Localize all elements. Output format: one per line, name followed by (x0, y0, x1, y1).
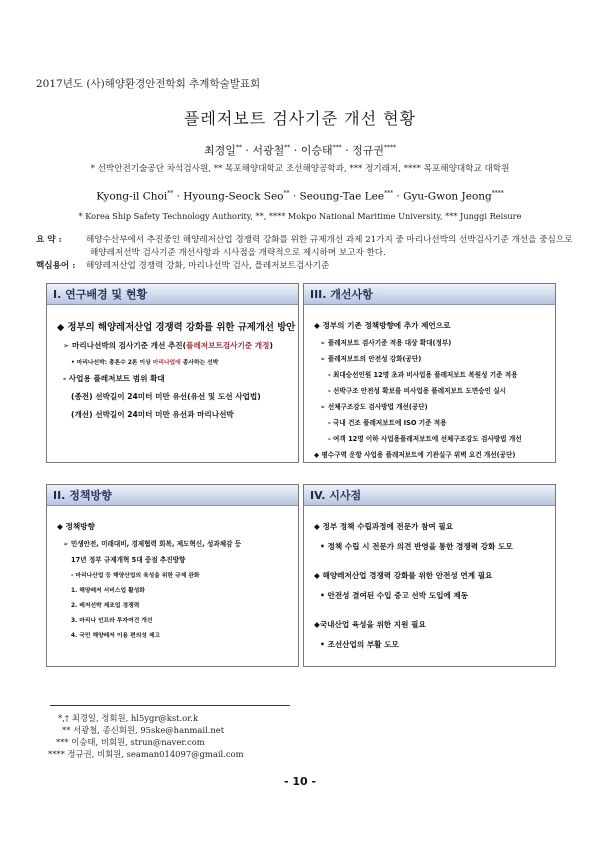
panel-implications-title: IV. 시사점 (304, 485, 555, 506)
paper-title: 플레저보트 검사기준 개선 현황 (183, 109, 417, 128)
panel2-line-5: - 선박구조 안전성 확보를 비사업용 플레저보트 도면승인 실시 (328, 387, 507, 395)
panel3-line-4: - 마리나산업 등 해양산업의 육성을 위한 규제 완화 (71, 573, 200, 579)
author-4: 정규권 (352, 144, 385, 157)
panel1-line-6: (개선) 선박길이 24미터 미만 유선과 마리나선박 (71, 410, 234, 419)
panel2-line-4: - 최대승선인원 12명 초과 비사업용 플레저보트 복원성 기준 적용 (328, 371, 518, 379)
panel1-line-1: ◆ 정부의 해양레저산업 경쟁력 강화를 위한 규제개선 방안 (57, 322, 296, 333)
panel-implications (303, 484, 556, 667)
panel2-line-7: - 국내 건조 플레저보트에 ISO 기준 적용 (328, 419, 447, 427)
keywords-label: 핵심용어 : (36, 261, 76, 271)
panel3-line-6: 2. 레저선박 제조업 경쟁력 (71, 603, 140, 609)
panel4-line-2: • 정책 수립 시 전문가 의견 반영을 통한 경쟁력 강화 도모 (320, 542, 513, 551)
keywords-text: 해양레저산업 경쟁력 강화, 마리나선박 검사, 플레저보트검사기준 (86, 261, 330, 271)
author-3: 이승태 (300, 144, 333, 157)
panel3-line-5: 1. 해양레저 서비스업 활성화 (71, 588, 145, 594)
author-en-2: Hyoung-Seock Seo (183, 190, 284, 203)
author-en-1: Kyong-il Choi (96, 190, 168, 203)
panel-research-background (46, 283, 299, 463)
panel3-line-3: 17년 정부 규제개혁 5대 중점 추진방향 (71, 556, 186, 564)
panel1-line-5: (종전) 선박길이 24미터 미만 유선(유선 및 도선 사업법) (71, 392, 261, 401)
panel2-line-1: ◆ 정부의 기존 정책방향에 추가 제언으로 (314, 321, 451, 330)
footnote-3: *** 이승태, 비회원, strun@naver.com (56, 737, 205, 747)
authors-korean: 최경일** · 서광철** · 이승태*** · 정규권**** (203, 144, 397, 157)
panel2-line-2: ➢ 플레저보트 검사기준 적용 대상 확대(정부) (320, 339, 452, 347)
panel-improvements (303, 283, 556, 463)
panel3-line-8: 4. 국민 해양레저 이용 편의성 제고 (71, 633, 161, 639)
panel-improvements-title: III. 개선사항 (304, 284, 555, 305)
footnote-4: **** 정규권, 비회원, seaman014097@gmail.com (48, 749, 244, 759)
panel4-line-1: ◆ 정부 정책 수립과정에 전문가 참여 필요 (314, 522, 454, 531)
panel3-line-2: ➢ 민생안전, 미래대비, 경제협력 회복, 제도혁신, 성과체감 등 (63, 540, 242, 548)
panel1-line-3: • 마리나선박: 총톤수 2톤 이상 마리나업에 종사하는 선박 (71, 360, 219, 366)
panel-research-background-title: I. 연구배경 및 현황 (47, 284, 298, 305)
abstract-label: 요 약 : (36, 235, 62, 245)
panel-policy-direction (46, 484, 299, 667)
panel2-line-8: - 여객 12명 이하 사업용플레저보트에 선체구조강도 검사방법 개선 (328, 435, 522, 443)
panel4-line-6: • 조선산업의 부활 도모 (320, 640, 399, 649)
panel2-line-3: ➢ 플레저보트의 안전성 강화(공단) (320, 355, 422, 363)
footnote-2: ** 서광철, 종신회원, 95ske@hanmail.net (62, 725, 225, 735)
footnote-divider (50, 705, 290, 706)
affiliations-english: * Korea Ship Safety Technology Authority, **, **** Mokpo National Maritime University, *** Junggi Reisure (78, 211, 522, 221)
author-en-4: Gyu-Gwon Jeong (403, 190, 492, 203)
panel4-line-5: ◆국내산업 육성을 위한 지원 필요 (314, 620, 426, 629)
author-1: 최경일 (203, 144, 236, 157)
footnote-1: *,† 최경일, 정회원, hl5ygr@kst.or.k (58, 713, 199, 723)
panel4-line-3: ◆ 해양레저산업 경쟁력 강화를 위한 안전성 연계 필요 (314, 571, 493, 580)
panel3-line-1: ◆ 정책방향 (57, 522, 95, 531)
panel3-line-7: 3. 마리나 인프라 투자여건 개선 (71, 618, 153, 624)
page-number: - 10 - (283, 775, 317, 788)
panel4-line-4: • 안전성 결여된 수입 중고 선박 도입에 제동 (320, 591, 469, 600)
abstract-line-2: 해양레저선박 검사기준 개선사항과 시사점을 개략적으로 제시하며 보고자 한다. (90, 248, 386, 258)
panel1-line-4: - 사업용 플레저보트 범위 확대 (63, 374, 165, 383)
panel2-line-9: ◆ 평수구역 운항 사업용 플레저보트에 기관실구 위벽 요건 개선(공단) (314, 451, 516, 459)
conference-header: 2017년도 (사)해양환경안전학회 추계학술발표회 (36, 78, 261, 90)
panel-policy-direction-title: II. 정책방향 (47, 485, 298, 506)
authors-english: Kyong-il Choi** · Hyoung-Seock Seo** · Seoung-Tae Lee*** · Gyu-Gwon Jeong**** (96, 190, 504, 203)
panel1-line-2: ➢ 마리나선박의 검사기준 개선 추진(플레저보트검사기준 개정) (63, 341, 273, 350)
author-en-3: Seoung-Tae Lee (299, 190, 385, 203)
abstract (36, 233, 572, 245)
abstract-line-1: 해양수산부에서 추진중인 해양레저산업 경쟁력 강화를 위한 규제개선 과제 21가지 중 마리나선박의 선박검사기준 개선을 중심으로 (86, 235, 573, 245)
panel2-line-6: ➢ 선체구조강도 검사방법 개선(공단) (320, 403, 428, 411)
author-2: 서광철 (252, 144, 285, 157)
affiliations-korean: * 선박안전기술공단 차석검사원, ** 목포해양대학교 조선해양공학과, *** 정기래저, **** 목포해양대학교 대학원 (90, 164, 510, 174)
keywords (36, 259, 329, 271)
